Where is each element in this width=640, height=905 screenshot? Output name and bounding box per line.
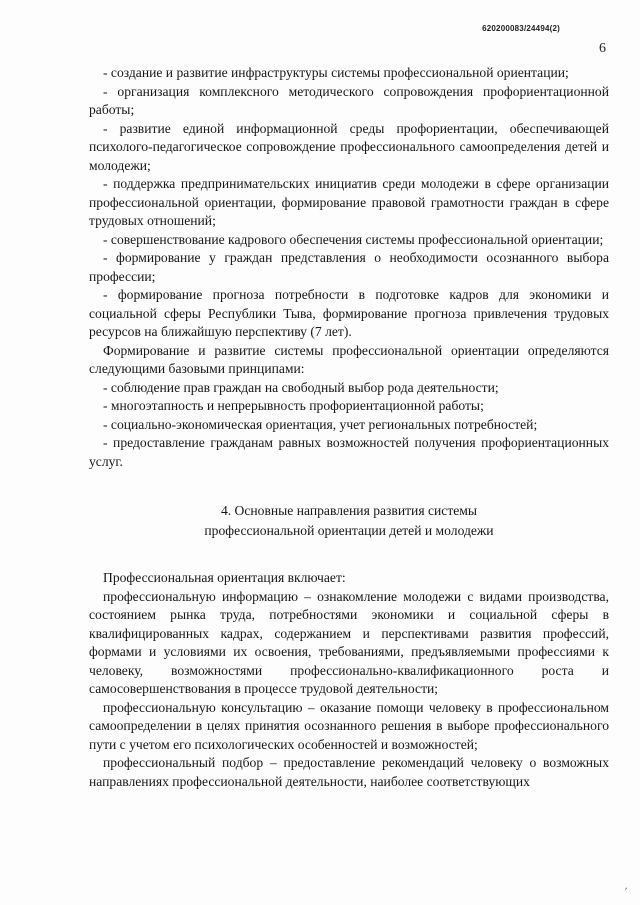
principle-regional: - социально-экономическая ориентация, учет региональных потребностей; — [103, 416, 538, 432]
principle-equal-access: - предоставление гражданам равных возможностей получения профориентационных услуг. — [89, 435, 609, 469]
bullet-infrastructure: - создание и развитие инфраструктуры системы профессиональной ориентации; — [103, 65, 569, 80]
bullet-forecast: - формирование прогноза потребности в подготовке кадров для экономики и социальной сферы Республики Тыва, формирование прогноза привлечения трудовых ресурсов на ближайшую перспективу (7 лет). — [89, 287, 609, 339]
bullet-staffing: - совершенствование кадрового обеспечения системы профессиональной ориентации; — [103, 231, 604, 247]
section-heading — [89, 501, 609, 541]
bullet-entrepreneurship-support: - поддержка предпринимательских инициатив среди молодежи в сфере организации профессиональной ориентации, формирование правовой грамотности граждан в сфере трудовых отношений; — [89, 176, 609, 228]
section-heading-line-1: 4. Основные направления развития системы — [220, 503, 478, 518]
section-intro: Профессиональная ориентация включает: — [103, 570, 346, 585]
paragraph-professional-information: профессиональную информацию – ознакомление молодежи с видами производства, состоянием рынка труда, потребностями экономики и социальной сферы в квалифицированных кадрах, содержанием и перспективами развития профессий, формами и условиями их освоения, требованиями, предъявляемыми профессиями к человеку, возможностями профессионально-квалификационного роста и самосовершенствования в процессе трудовой деятельности; — [89, 588, 609, 696]
principle-free-choice: - соблюдение прав граждан на свободный выбор рода деятельности; — [103, 379, 499, 395]
bullet-information-environment: - развитие единой информационной среды профориентации, обеспечивающей психолого-педагогическое сопровождение профессионального самоопределения детей и молодежи; — [89, 120, 609, 173]
bullet-methodical-support: - организация комплексного методического сопровождения профориентационной работы; — [89, 83, 609, 117]
document-body — [89, 64, 609, 791]
scan-mark: ʹ — [622, 885, 629, 898]
principles-intro: Формирование и развитие системы профессиональной ориентации определяются следующими базовыми принципами: — [89, 342, 609, 376]
section-heading-line-2: профессиональной ориентации детей и молодежи — [204, 523, 494, 538]
document-code: 620200083/24494(2) — [482, 24, 560, 33]
page-number: 6 — [599, 41, 606, 56]
principle-continuity: - многоэтапность и непрерывность профориентационной работы; — [103, 398, 484, 413]
bullet-conscious-choice: - формирование у граждан представления о необходимости осознанного выбора профессии; — [89, 250, 609, 284]
paragraph-professional-selection: профессиональный подбор – предоставление рекомендаций человеку о возможных направлениях профессиональной деятельности, наиболее соответствующих — [89, 755, 609, 789]
paragraph-professional-consultation: профессиональную консультацию – оказание помощи человеку в профессиональном самоопределении в целях принятия осознанного решения в выборе профессионального пути с учетом его психологических особенностей и возможностей; — [89, 699, 609, 752]
